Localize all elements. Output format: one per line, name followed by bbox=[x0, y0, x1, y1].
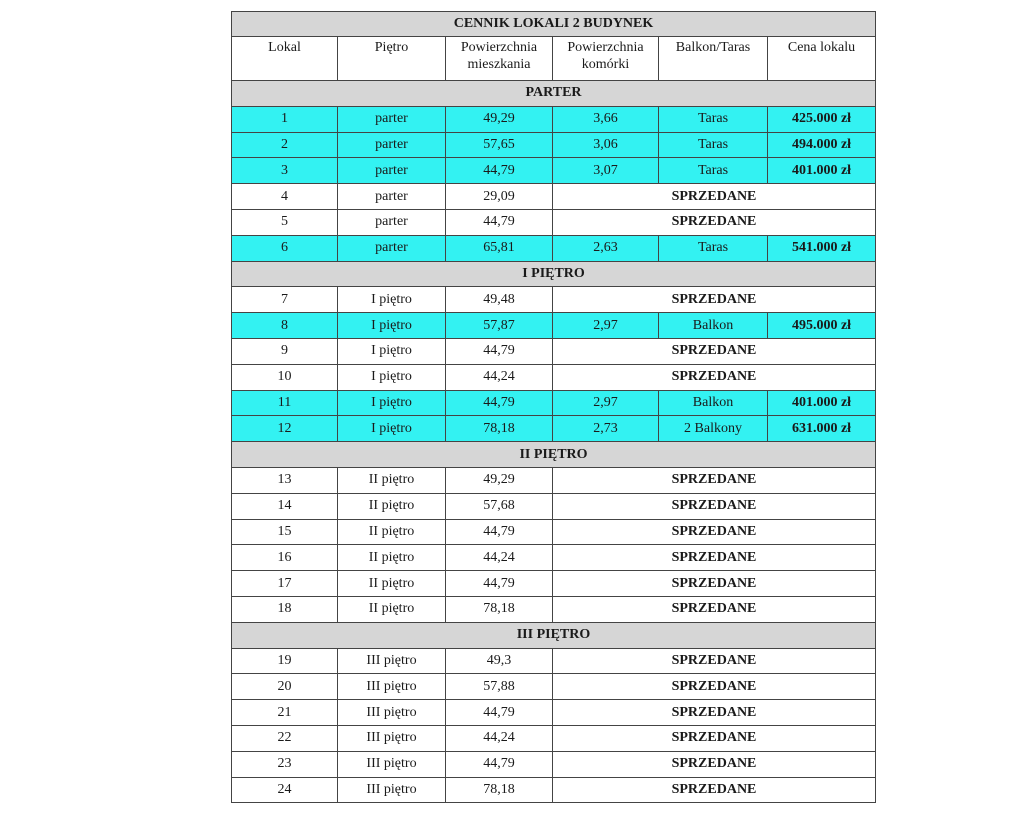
cell-lokal: 18 bbox=[232, 596, 338, 622]
cell-lokal: 2 bbox=[232, 132, 338, 158]
cell-powierzchnia-mieszkania: 49,48 bbox=[446, 287, 553, 313]
cell-balkon-taras: Balkon bbox=[659, 313, 768, 339]
table-row-available bbox=[232, 132, 876, 158]
cell-powierzchnia-mieszkania: 57,87 bbox=[446, 313, 553, 339]
cell-powierzchnia-mieszkania: 65,81 bbox=[446, 235, 553, 261]
cell-pietro: I piętro bbox=[338, 338, 446, 364]
cell-powierzchnia-mieszkania: 57,68 bbox=[446, 493, 553, 519]
cell-powierzchnia-mieszkania: 44,24 bbox=[446, 364, 553, 390]
cell-lokal: 20 bbox=[232, 674, 338, 700]
cell-powierzchnia-mieszkania: 78,18 bbox=[446, 596, 553, 622]
cell-lokal: 23 bbox=[232, 751, 338, 777]
cell-cena: 495.000 zł bbox=[768, 313, 876, 339]
cell-balkon-taras: Taras bbox=[659, 106, 768, 132]
cell-lokal: 13 bbox=[232, 467, 338, 493]
cell-pietro: I piętro bbox=[338, 313, 446, 339]
cell-powierzchnia-komorki: 2,73 bbox=[553, 416, 659, 442]
cell-powierzchnia-mieszkania: 44,79 bbox=[446, 700, 553, 726]
sold-status: SPRZEDANE bbox=[553, 674, 876, 700]
cell-powierzchnia-mieszkania: 44,24 bbox=[446, 545, 553, 571]
cell-pietro: I piętro bbox=[338, 287, 446, 313]
cell-lokal: 11 bbox=[232, 390, 338, 416]
section-title: I PIĘTRO bbox=[232, 261, 876, 287]
cell-pietro: I piętro bbox=[338, 364, 446, 390]
cell-cena: 631.000 zł bbox=[768, 416, 876, 442]
sold-status: SPRZEDANE bbox=[553, 725, 876, 751]
sold-status: SPRZEDANE bbox=[553, 648, 876, 674]
sold-status: SPRZEDANE bbox=[553, 777, 876, 803]
table-title: CENNIK LOKALI 2 BUDYNEK bbox=[232, 12, 876, 37]
table-row-sold bbox=[232, 725, 876, 751]
section-title: III PIĘTRO bbox=[232, 622, 876, 648]
sold-status: SPRZEDANE bbox=[553, 184, 876, 210]
cell-lokal: 3 bbox=[232, 158, 338, 184]
cell-lokal: 4 bbox=[232, 184, 338, 210]
cell-lokal: 1 bbox=[232, 106, 338, 132]
table-row-available bbox=[232, 416, 876, 442]
cell-powierzchnia-mieszkania: 57,65 bbox=[446, 132, 553, 158]
section-title: II PIĘTRO bbox=[232, 442, 876, 468]
section-header-row bbox=[232, 442, 876, 468]
cell-pietro: III piętro bbox=[338, 751, 446, 777]
sold-status: SPRZEDANE bbox=[553, 545, 876, 571]
table-row-sold bbox=[232, 364, 876, 390]
table-row-sold bbox=[232, 287, 876, 313]
table-row-sold bbox=[232, 184, 876, 210]
cell-pietro: parter bbox=[338, 184, 446, 210]
sold-status: SPRZEDANE bbox=[553, 338, 876, 364]
table-row-sold bbox=[232, 545, 876, 571]
table-row-sold bbox=[232, 648, 876, 674]
cell-powierzchnia-mieszkania: 44,79 bbox=[446, 209, 553, 235]
section-header-row bbox=[232, 261, 876, 287]
cell-lokal: 15 bbox=[232, 519, 338, 545]
price-table-body bbox=[232, 12, 876, 803]
table-row-available bbox=[232, 390, 876, 416]
cell-powierzchnia-mieszkania: 29,09 bbox=[446, 184, 553, 210]
cell-cena: 541.000 zł bbox=[768, 235, 876, 261]
table-row-sold bbox=[232, 777, 876, 803]
sold-status: SPRZEDANE bbox=[553, 287, 876, 313]
cell-pietro: parter bbox=[338, 158, 446, 184]
section-title: PARTER bbox=[232, 81, 876, 107]
table-row-available bbox=[232, 106, 876, 132]
table-row-sold bbox=[232, 209, 876, 235]
cell-cena: 401.000 zł bbox=[768, 390, 876, 416]
cell-pietro: parter bbox=[338, 132, 446, 158]
cell-lokal: 9 bbox=[232, 338, 338, 364]
sold-status: SPRZEDANE bbox=[553, 467, 876, 493]
cell-lokal: 14 bbox=[232, 493, 338, 519]
cell-lokal: 10 bbox=[232, 364, 338, 390]
cell-lokal: 17 bbox=[232, 571, 338, 597]
header-powierzchnia-mieszkania: Powierzchnia mieszkania bbox=[446, 37, 553, 81]
cell-powierzchnia-komorki: 3,07 bbox=[553, 158, 659, 184]
sold-status: SPRZEDANE bbox=[553, 209, 876, 235]
price-list-table bbox=[231, 11, 876, 803]
header-cena-lokalu: Cena lokalu bbox=[768, 37, 876, 81]
cell-powierzchnia-mieszkania: 78,18 bbox=[446, 777, 553, 803]
cell-pietro: I piętro bbox=[338, 416, 446, 442]
table-row-sold bbox=[232, 596, 876, 622]
cell-pietro: III piętro bbox=[338, 674, 446, 700]
table-row-sold bbox=[232, 571, 876, 597]
cell-lokal: 21 bbox=[232, 700, 338, 726]
cell-pietro: II piętro bbox=[338, 493, 446, 519]
cell-powierzchnia-mieszkania: 49,29 bbox=[446, 106, 553, 132]
cell-powierzchnia-mieszkania: 44,79 bbox=[446, 519, 553, 545]
cell-powierzchnia-mieszkania: 44,79 bbox=[446, 158, 553, 184]
cell-powierzchnia-mieszkania: 44,79 bbox=[446, 571, 553, 597]
sold-status: SPRZEDANE bbox=[553, 571, 876, 597]
cell-balkon-taras: Balkon bbox=[659, 390, 768, 416]
table-row-sold bbox=[232, 338, 876, 364]
table-row-sold bbox=[232, 467, 876, 493]
cell-lokal: 12 bbox=[232, 416, 338, 442]
cell-pietro: II piętro bbox=[338, 571, 446, 597]
title-row bbox=[232, 12, 876, 37]
cell-pietro: parter bbox=[338, 106, 446, 132]
sold-status: SPRZEDANE bbox=[553, 751, 876, 777]
table-row-available bbox=[232, 158, 876, 184]
cell-powierzchnia-mieszkania: 49,29 bbox=[446, 467, 553, 493]
cell-balkon-taras: Taras bbox=[659, 158, 768, 184]
table-row-sold bbox=[232, 674, 876, 700]
cell-pietro: III piętro bbox=[338, 725, 446, 751]
sold-status: SPRZEDANE bbox=[553, 364, 876, 390]
sold-status: SPRZEDANE bbox=[553, 596, 876, 622]
cell-powierzchnia-mieszkania: 44,79 bbox=[446, 338, 553, 364]
cell-lokal: 7 bbox=[232, 287, 338, 313]
cell-cena: 494.000 zł bbox=[768, 132, 876, 158]
cell-pietro: III piętro bbox=[338, 700, 446, 726]
cell-powierzchnia-mieszkania: 57,88 bbox=[446, 674, 553, 700]
cell-lokal: 6 bbox=[232, 235, 338, 261]
header-lokal: Lokal bbox=[232, 37, 338, 81]
table-row-sold bbox=[232, 493, 876, 519]
cell-powierzchnia-mieszkania: 49,3 bbox=[446, 648, 553, 674]
cell-powierzchnia-mieszkania: 44,24 bbox=[446, 725, 553, 751]
cell-lokal: 8 bbox=[232, 313, 338, 339]
header-row bbox=[232, 37, 876, 81]
sold-status: SPRZEDANE bbox=[553, 700, 876, 726]
cell-powierzchnia-mieszkania: 44,79 bbox=[446, 751, 553, 777]
cell-pietro: II piętro bbox=[338, 596, 446, 622]
cell-pietro: I piętro bbox=[338, 390, 446, 416]
table-row-available bbox=[232, 235, 876, 261]
sold-status: SPRZEDANE bbox=[553, 519, 876, 545]
cell-balkon-taras: 2 Balkony bbox=[659, 416, 768, 442]
table-row-available bbox=[232, 313, 876, 339]
cell-pietro: II piętro bbox=[338, 519, 446, 545]
cell-balkon-taras: Taras bbox=[659, 235, 768, 261]
table-row-sold bbox=[232, 700, 876, 726]
cell-powierzchnia-mieszkania: 44,79 bbox=[446, 390, 553, 416]
cell-balkon-taras: Taras bbox=[659, 132, 768, 158]
section-header-row bbox=[232, 81, 876, 107]
header-powierzchnia-komorki: Powierzchnia komórki bbox=[553, 37, 659, 81]
cell-powierzchnia-komorki: 2,97 bbox=[553, 313, 659, 339]
cell-powierzchnia-mieszkania: 78,18 bbox=[446, 416, 553, 442]
cell-cena: 401.000 zł bbox=[768, 158, 876, 184]
header-pietro: Piętro bbox=[338, 37, 446, 81]
cell-pietro: II piętro bbox=[338, 545, 446, 571]
cell-cena: 425.000 zł bbox=[768, 106, 876, 132]
cell-lokal: 19 bbox=[232, 648, 338, 674]
table-row-sold bbox=[232, 519, 876, 545]
cell-powierzchnia-komorki: 3,06 bbox=[553, 132, 659, 158]
cell-pietro: II piętro bbox=[338, 467, 446, 493]
sold-status: SPRZEDANE bbox=[553, 493, 876, 519]
section-header-row bbox=[232, 622, 876, 648]
cell-lokal: 24 bbox=[232, 777, 338, 803]
cell-pietro: III piętro bbox=[338, 648, 446, 674]
cell-powierzchnia-komorki: 2,63 bbox=[553, 235, 659, 261]
cell-lokal: 22 bbox=[232, 725, 338, 751]
cell-powierzchnia-komorki: 3,66 bbox=[553, 106, 659, 132]
cell-pietro: parter bbox=[338, 235, 446, 261]
cell-lokal: 16 bbox=[232, 545, 338, 571]
table-row-sold bbox=[232, 751, 876, 777]
cell-powierzchnia-komorki: 2,97 bbox=[553, 390, 659, 416]
cell-pietro: III piętro bbox=[338, 777, 446, 803]
cell-pietro: parter bbox=[338, 209, 446, 235]
header-balkon-taras: Balkon/Taras bbox=[659, 37, 768, 81]
cell-lokal: 5 bbox=[232, 209, 338, 235]
